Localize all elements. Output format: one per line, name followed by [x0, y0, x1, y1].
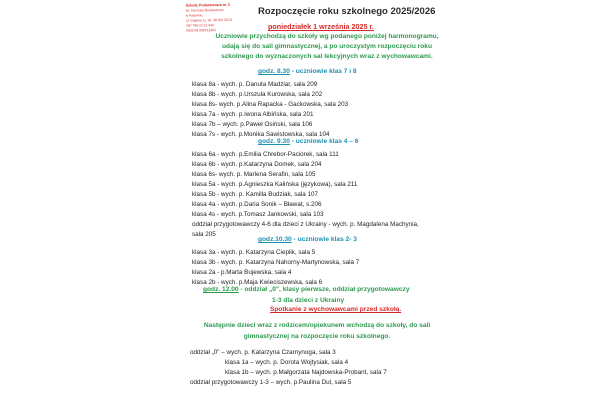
class-row: klasa 6s- wych. p. Marlena Serafin, sala 105 — [192, 171, 316, 178]
stamp-line: w Radomiu — [185, 13, 203, 18]
page-title: Rozpoczęcie roku szkolnego 2025/2026 — [258, 6, 436, 17]
group-time: godz. 8.30 — [258, 68, 290, 75]
class-row: klasa 7s - wych. p.Monika Sawistowska, sala 104 — [192, 131, 330, 138]
group-desc: 1-3 dla dzieci z Ukrainy — [272, 297, 345, 304]
stamp-line: ul. Gajowa 11, tel. 48 362 60 01 — [185, 17, 233, 23]
info-line: Następnie dzieci wraz z rodzicem/opiekunem wchodzą do szkoły, do sali — [203, 322, 431, 329]
class-row: klasa 8b - wych. p.Urszula Kurowska, sala 202 — [192, 91, 323, 98]
class-row: oddział „0" – wych. p. Katarzyna Czarnynoga, sala 3 — [190, 349, 336, 356]
class-row: klasa 6a - wych. p.Emilia Chrebor-Paciorek, sala 111 — [192, 151, 339, 158]
class-row: klasa 1b – wych. p.Małgorzata Najdowska-Probant, sala 7 — [225, 369, 387, 376]
group-header-930 — [258, 138, 358, 145]
group-header-1200 — [203, 286, 410, 293]
stamp-line: NIP 796-22-11-430 — [186, 23, 214, 28]
intro-paragraph — [192, 32, 462, 62]
class-row: klasa 7a - wych. p.Iwona Albińska, sala 201 — [192, 111, 314, 118]
class-row: klasa 3a - wych. p. Katarzyna Cieplik, sala 5 — [192, 249, 316, 256]
class-row: klasa 4a - wych. p.Daria Sonik – Bławat, s.206 — [192, 201, 322, 208]
intro-line: Uczniowie przychodzą do szkoły wg podanego poniżej harmonogramu, — [215, 33, 439, 40]
class-row: klasa 7b – wych. p.Paweł Osiński, sala 106 — [192, 121, 313, 128]
event-date: poniedziałek 1 września 2025 r. — [268, 22, 374, 31]
class-row: oddział przygotowawczy 1-3 – wych. p.Paulina Dul, sala 5 — [190, 379, 352, 386]
class-row: klasa 1a – wych. p. Dorota Wojtysiak, sala 4 — [225, 359, 349, 366]
final-class-list — [190, 348, 387, 388]
group-header-1200-cont — [272, 297, 344, 304]
group-desc: - uczniowie klas 4 – 6 — [289, 138, 359, 145]
stamp-line: REGON 000722453 — [186, 28, 216, 33]
info-paragraph — [192, 320, 442, 342]
group-time: godz. 12.00 — [203, 286, 239, 293]
info-line: gimnastycznej na rozpoczęcie roku szkolnego. — [243, 333, 391, 340]
class-list-930 — [192, 150, 427, 240]
group-header-1030 — [258, 236, 357, 243]
class-row: klasa 2b - wych. p.Maja Kwieciszewska, sala 6 — [192, 279, 323, 286]
class-row: klasa 2a - p.Marta Bujewska, sala 4 — [192, 269, 292, 276]
class-row: klasa 3b - wych. p. Katarzyna Nahorny-Martynowska, sala 7 — [192, 259, 360, 266]
class-row: klasa 8s- wych. p.Alina Rapacka - Gackowska, sala 203 — [192, 101, 349, 108]
group-time: godz.10.30 — [258, 236, 292, 243]
class-row: klasa 6b - wych. p.Katarzyna Domek, sala 204 — [192, 161, 322, 168]
class-row: klasa 4s - wych. p.Tomasz Jankowski, sala 103 — [192, 211, 324, 218]
class-row: klasa 8a - wych. p. Danuta Madziar, sala 209 — [192, 81, 318, 88]
class-list-1030 — [192, 248, 359, 288]
class-list-830 — [192, 80, 348, 140]
intro-line: szkolnego do wyznaczonych sal lekcyjnych wraz z wychowawcami. — [221, 53, 433, 60]
stamp-line: im. Henryka Sienkiewicza — [185, 7, 224, 13]
group-desc: - uczniowie klas 7 i 8 — [289, 68, 357, 75]
stamp-line: Szkoła Podstawowa nr 2 — [185, 2, 230, 8]
group-time: godz. 9.30 — [258, 138, 290, 145]
intro-line: udają się do sali gimnastycznej, a po uroczystym rozpoczęciu roku — [222, 43, 432, 50]
group-header-830 — [258, 68, 357, 75]
class-row: klasa 5a - wych. p.Agnieszka Kalińska (językowa), sala 211 — [192, 181, 358, 188]
group-desc: - oddział „0", klasy pierwsze, oddział przygotowawczy — [238, 286, 410, 293]
class-row: klasa 5b - wych. p. Kamilla Budziak, sala 107 — [192, 191, 318, 198]
group-desc: - uczniowie klas 2- 3 — [291, 236, 357, 243]
preparatory-class-row: oddział przygotowawczy 4-6 dla dzieci z Ukrainy - wych. p. Magdalena Machynia, sala 205 — [192, 221, 419, 238]
meeting-note: Spotkanie z wychowawcami przed szkołą. — [270, 306, 402, 313]
